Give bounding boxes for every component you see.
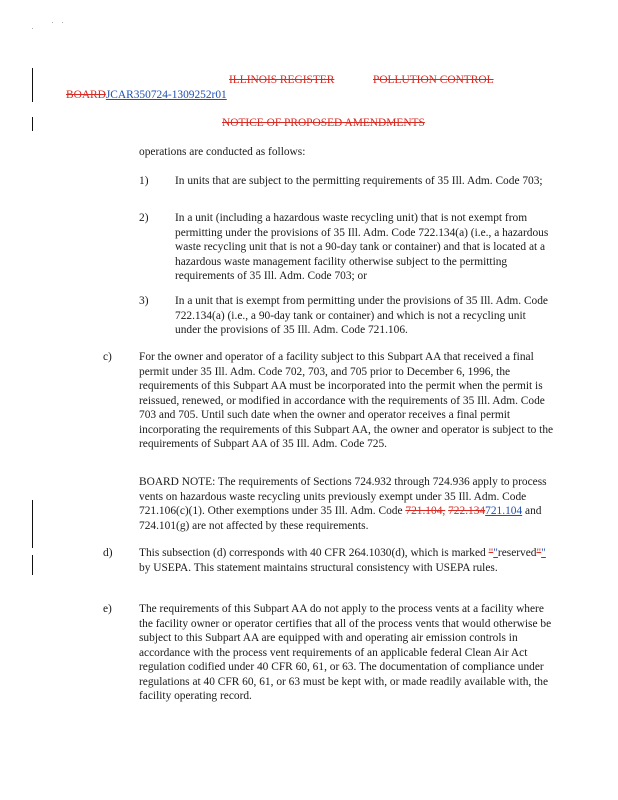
scan-speck	[62, 22, 63, 23]
agency-title	[373, 73, 494, 88]
change-bar	[32, 500, 33, 548]
change-bar	[32, 555, 33, 575]
quote-deleted: "	[488, 547, 494, 559]
board-note-text: BOARD NOTE: The requirements of Sections 724.932 through 724.936 apply to process vents on hazardous waste recycling units previously exempt under 35 Ill. Adm. Code 721.106(c)(1). Other exemptions under 35 Ill. Adm. Code	[139, 476, 547, 517]
board-deleted: BOARD	[66, 89, 106, 101]
change-bar	[32, 68, 33, 102]
section-e-label: e)	[103, 603, 112, 615]
board-note	[139, 475, 555, 533]
board-note-deleted: 721.104,	[405, 505, 446, 517]
quote-inserted: "	[541, 547, 546, 559]
register-title	[229, 73, 334, 88]
board-note-deleted: 722.134	[448, 505, 486, 517]
notice-title-deleted: NOTICE OF PROPOSED AMENDMENTS	[222, 117, 425, 129]
quote-deleted: "	[536, 547, 542, 559]
board-jcar-line	[66, 88, 227, 103]
agency-title-deleted: POLLUTION CONTROL	[373, 74, 494, 86]
item-text: In units that are subject to the permitting requirements of 35 Ill. Adm. Code 703;	[175, 175, 543, 187]
change-bar	[32, 117, 33, 131]
section-c-text: For the owner and operator of a facility subject to this Subpart AA that received a final permit under 35 Ill. Adm. Code 702, 703, and 705 prior to December 6, 1996, the requirements of this Subpart AA must be incorporated into the permit when the permit is reissued, renewed, or modified in accordance with the requirements of 35 Ill. Adm. Code 703 and 705. Until such date when the owner and operator receives a final permit incorporating the requirements of this Subpart AA, the owner and operator is subject to the requirements of Subpart AA of 35 Ill. Adm. Code 725.	[139, 351, 554, 450]
scan-speck	[32, 28, 33, 29]
item-text: In a unit (including a hazardous waste recycling unit) that is not exempt from permitting under the provisions of 35 Ill. Adm. Code 722.134(a) (i.e., a hazardous waste recycling unit that is not a 90-day tank or container) and that is located at a hazardous waste management facility otherwise subject to the permitting requirements of 35 Ill. Adm. Code 703; or	[175, 212, 549, 282]
jcar-inserted: JCAR350724-1309252r01	[105, 89, 227, 101]
section-e-text: The requirements of this Subpart AA do not apply to the process vents at a facility where the facility owner or operator certifies that all of the process vents that would otherwise be subject to this Subpart AA are equipped with and operating air emission controls in accordance with the process vent requirements of an applicable federal Clean Air Act regulation codified under 40 CFR 60, 61, or 63. The documentation of compliance under regulations at 40 CFR 60, 61, or 63 must be kept with, or made readily available with, the facility operating record.	[139, 603, 552, 702]
item-label: 2)	[139, 212, 149, 224]
notice-title	[222, 116, 425, 131]
section-c-label: c)	[103, 351, 112, 363]
intro-text: operations are conducted as follows:	[139, 146, 306, 158]
item-label: 3)	[139, 295, 149, 307]
board-note-inserted: 721.104	[485, 505, 523, 517]
section-d-text-part: This subsection (d) corresponds with 40 CFR 264.1030(d), which is marked	[139, 547, 489, 559]
reserved-word: reserved	[497, 547, 537, 559]
section-d-text	[139, 546, 555, 575]
section-d-label: d)	[103, 547, 113, 559]
item-text: In a unit that is exempt from permitting under the provisions of 35 Ill. Adm. Code 722.134(a) (i.e., a 90-day tank or container) and which is not a recycling unit under the provisions of 35 Ill. Adm. Code 721.106.	[175, 295, 548, 336]
section-d-text-part: by USEPA. This statement maintains structural consistency with USEPA rules.	[139, 561, 498, 574]
quote-inserted: "	[493, 547, 498, 559]
scan-speck	[52, 22, 53, 23]
item-label: 1)	[139, 175, 149, 187]
board-note-text: and 724.101(g) are not affected by these requirements.	[139, 505, 542, 532]
register-title-deleted: ILLINOIS REGISTER	[229, 74, 335, 86]
